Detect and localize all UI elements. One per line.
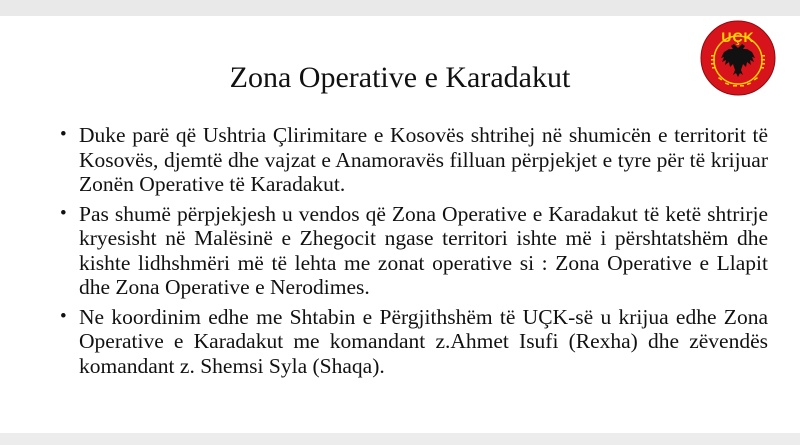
bullet-text: Duke parë që Ushtria Çlirimitare e Kosovës shtrihej në shumicën e territorit të Kosovës, djemtë dhe vajzat e Anamoravës filluan përpjekjet e tyre për të krijuar Zonën Operative të Karadakut.	[79, 123, 768, 196]
slide	[0, 16, 800, 433]
slide-title: Zona Operative e Karadakut	[229, 61, 571, 94]
bullet-item	[60, 305, 768, 379]
bullet-list	[60, 123, 768, 383]
bullet-item	[60, 202, 768, 300]
logo-text: UÇK	[721, 29, 755, 45]
bullet-dot-icon: •	[60, 202, 67, 224]
bullet-item	[60, 123, 768, 197]
top-band	[0, 0, 800, 16]
bullet-text: Ne koordinim edhe me Shtabin e Përgjithshëm të UÇK-së u krijua edhe Zona Operative e Karadakut me komandant z.Ahmet Isufi (Rexha) dhe zëvendës komandant z. Shemsi Syla (Shaqa).	[79, 304, 768, 378]
bullet-dot-icon: •	[60, 124, 67, 145]
bottom-band	[0, 433, 800, 445]
bullet-dot-icon: •	[60, 305, 67, 327]
bullet-text: Pas shumë përpjekjesh u vendos që Zona Operative e Karadakut të ketë shtrirje kryesisht në Malësinë e Zhegocit ngase territori ishte më i përshtatshëm dhe kishte lidhshmëri më të lehta me zonat operative si : Zona Operative e Llapit dhe Zona Operative e Nerodimes.	[79, 201, 768, 299]
